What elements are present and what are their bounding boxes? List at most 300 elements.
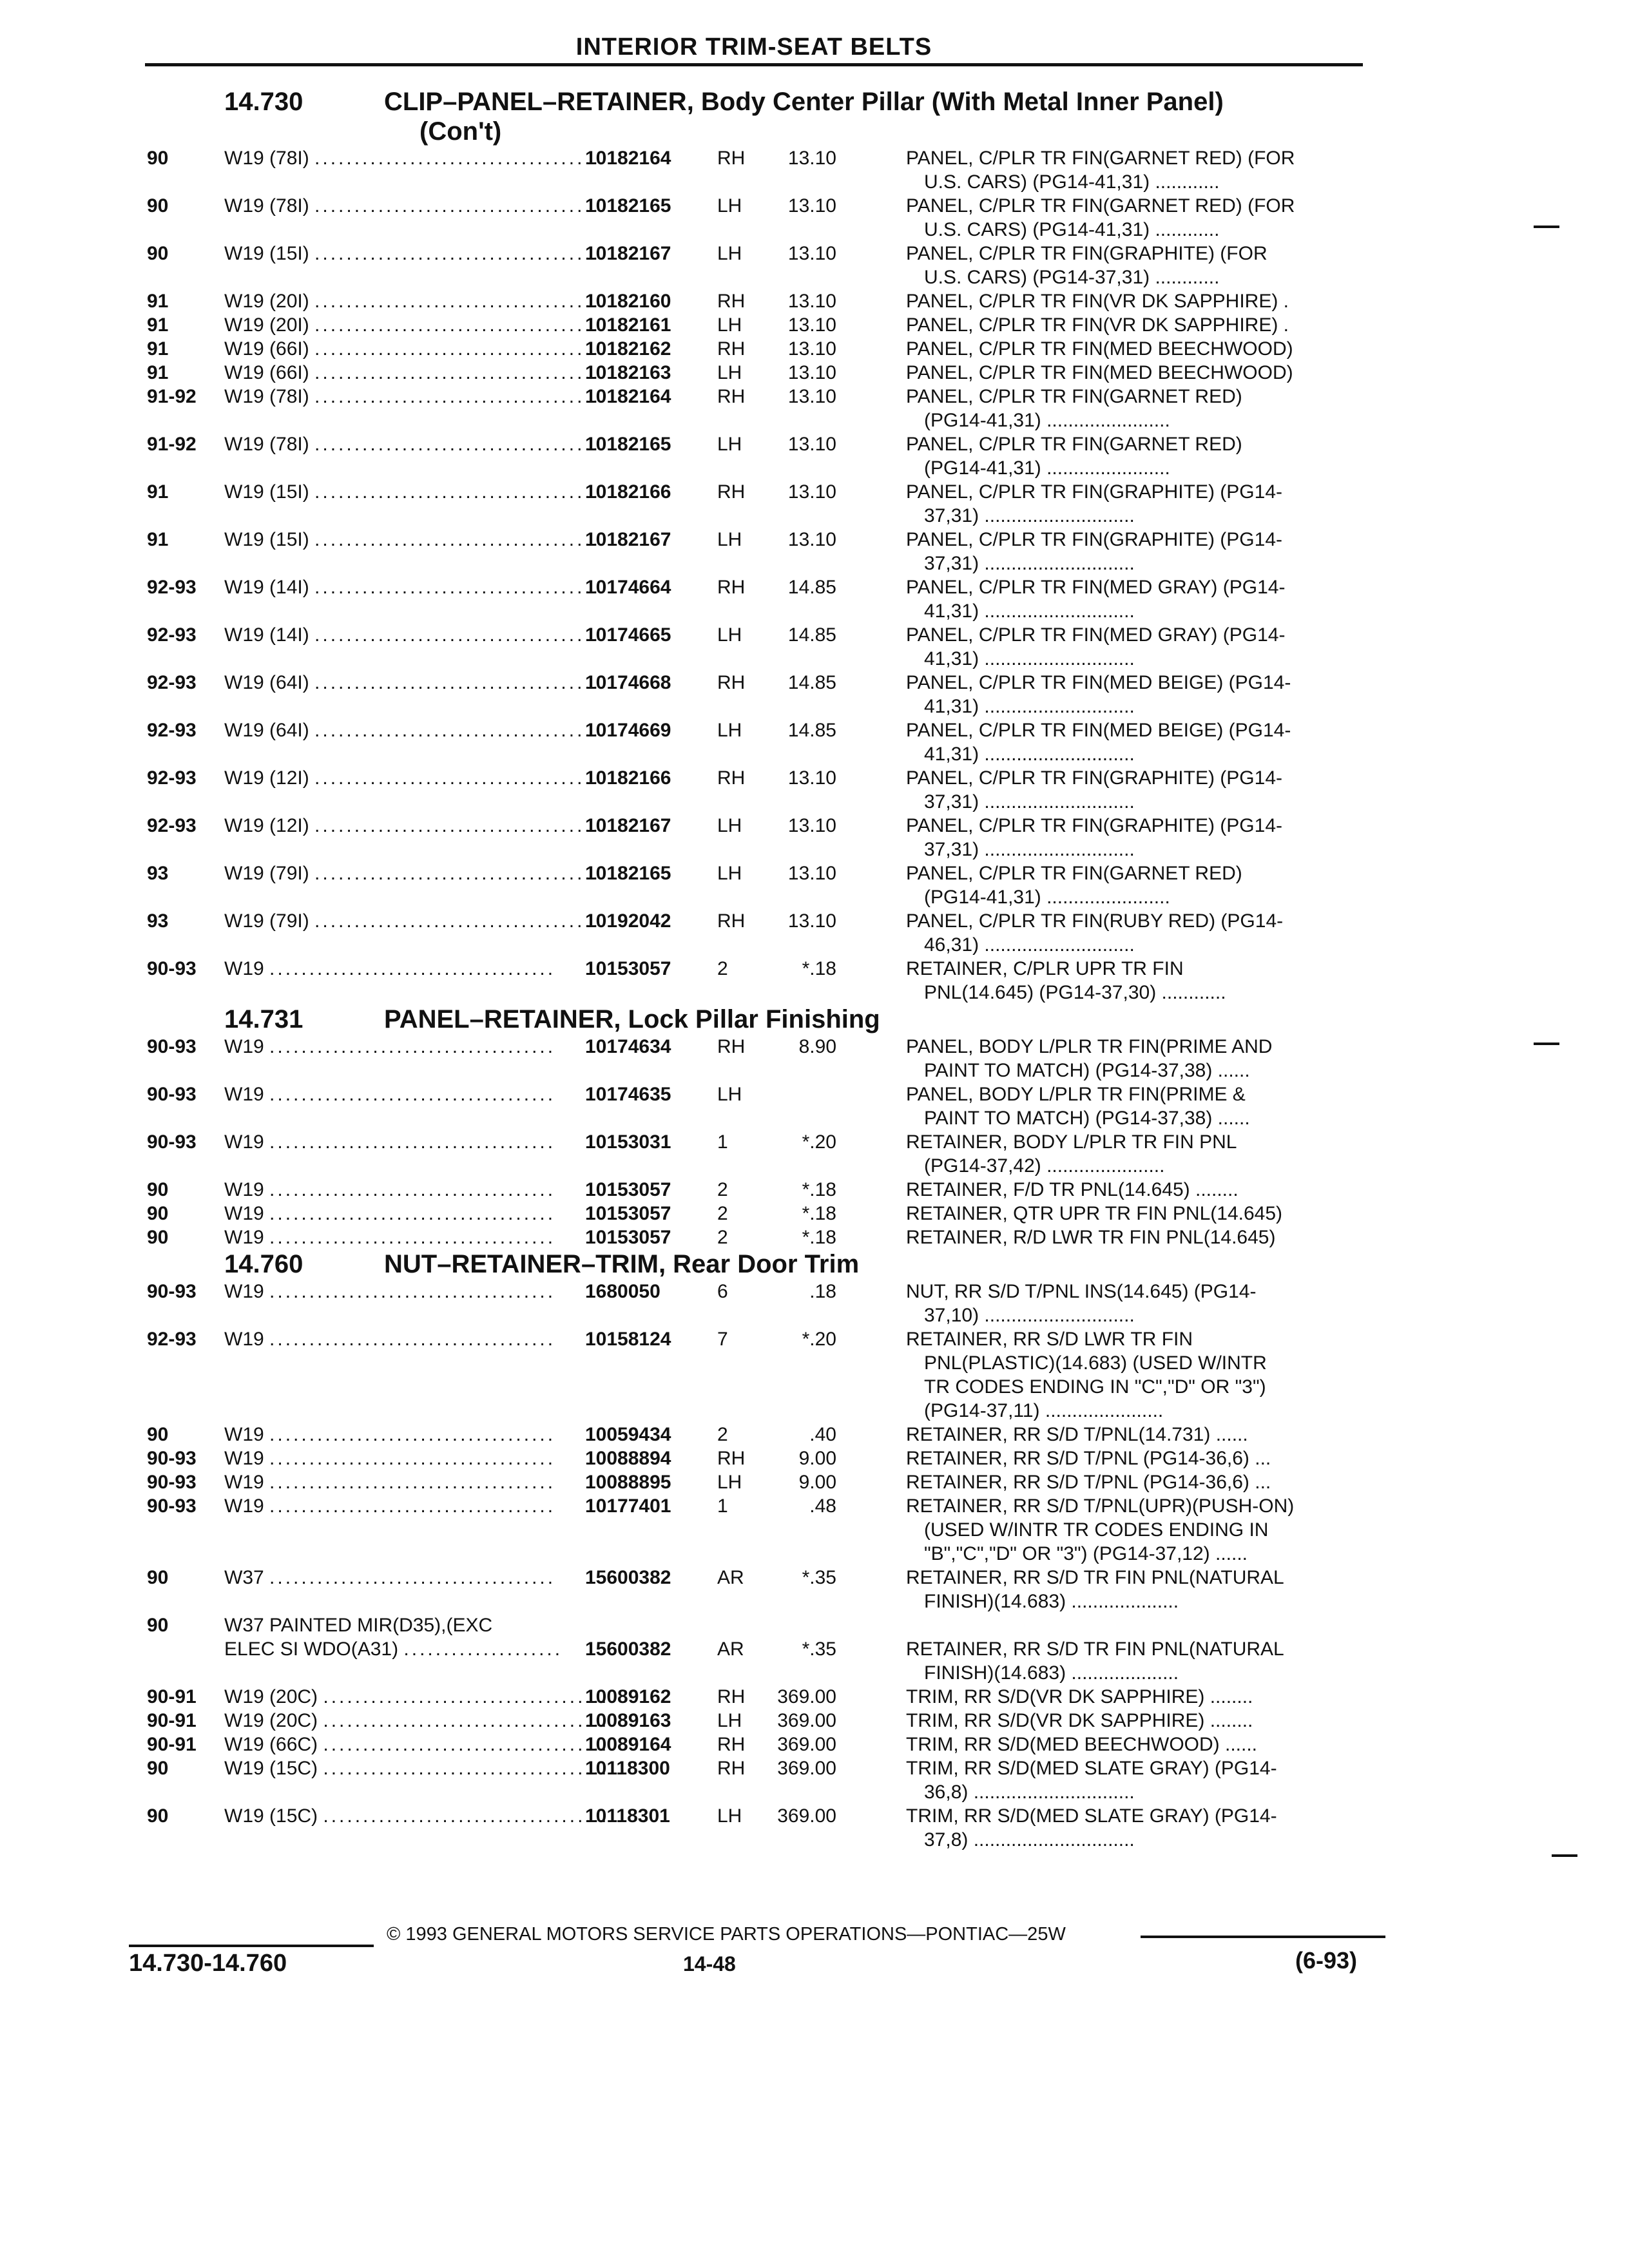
part-number: 10177401 — [585, 1495, 671, 1517]
part-number: 10182165 — [585, 434, 671, 455]
leader-dots: .................................... — [314, 815, 601, 836]
part-description — [906, 1685, 1370, 1709]
list-price: 14.85 — [787, 720, 836, 741]
description-line: 41,31) ............................ — [924, 696, 1135, 717]
leader-dots: .................................... — [314, 243, 601, 264]
list-price: .48 — [809, 1495, 836, 1517]
list-price: *.20 — [802, 1131, 836, 1153]
quantity: RH — [717, 291, 746, 312]
part-description — [906, 861, 1370, 909]
list-price: 13.10 — [787, 195, 836, 216]
model-year: 92-93 — [147, 577, 197, 598]
description-line: 36,8) .............................. — [924, 1782, 1135, 1803]
part-number: 10182162 — [585, 338, 671, 360]
description-line: 41,31) ............................ — [924, 648, 1135, 669]
model-code: W19 .................................... — [224, 1472, 556, 1493]
model-code: W19 (78I) .................................... — [224, 386, 601, 407]
model-year: 92-93 — [147, 720, 197, 741]
part-number: 1680050 — [585, 1281, 660, 1302]
list-price: 14.85 — [787, 577, 836, 598]
model-code: W19 .................................... — [224, 1448, 556, 1469]
quantity: LH — [717, 434, 742, 455]
part-description — [906, 623, 1370, 671]
model-code: W19 .................................... — [224, 1131, 556, 1153]
quantity: LH — [717, 1805, 742, 1827]
part-row — [147, 361, 1374, 385]
description-line: PANEL, C/PLR TR FIN(MED GRAY) (PG14- — [906, 624, 1286, 646]
model-code: W19 (20I) .................................... — [224, 314, 601, 336]
part-number: 10153031 — [585, 1131, 671, 1153]
model-year: 90 — [147, 1758, 169, 1779]
part-number: 15600382 — [585, 1639, 671, 1660]
description-line: PANEL, C/PLR TR FIN(GRAPHITE) (PG14- — [906, 529, 1282, 550]
part-description — [906, 385, 1370, 432]
leader-dots: .................................... — [314, 624, 601, 646]
description-line: PANEL, BODY L/PLR TR FIN(PRIME AND — [906, 1036, 1273, 1057]
description-line: FINISH)(14.683) .................... — [924, 1662, 1179, 1684]
quantity: 2 — [717, 1179, 728, 1200]
part-number: 10153057 — [585, 958, 671, 979]
part-row — [147, 1566, 1374, 1613]
quantity: RH — [717, 672, 746, 693]
description-line: 37,8) .............................. — [924, 1829, 1135, 1850]
list-price: 14.85 — [787, 672, 836, 693]
description-line: PANEL, C/PLR TR FIN(GARNET RED) — [906, 434, 1242, 455]
margin-mark — [1534, 1043, 1559, 1045]
part-description — [906, 718, 1370, 766]
leader-dots: .................................... — [269, 1567, 556, 1588]
model-code: W19 (64I) .................................... — [224, 720, 601, 741]
part-row — [147, 1685, 1374, 1709]
description-line: PNL(14.645) (PG14-37,30) ............ — [924, 982, 1226, 1003]
model-code: W19 (15I) .................................... — [224, 481, 601, 503]
description-line: PANEL, C/PLR TR FIN(VR DK SAPPHIRE) . — [906, 291, 1289, 312]
part-row — [147, 1709, 1374, 1733]
description-line: 41,31) ............................ — [924, 601, 1135, 622]
part-description — [906, 146, 1370, 194]
part-description — [906, 766, 1370, 814]
leader-dots: .................................... — [314, 863, 601, 884]
page-header: INTERIOR TRIM-SEAT BELTS — [145, 32, 1363, 66]
model-code: W19 (20C) .................................... — [224, 1686, 610, 1707]
part-number: 10182165 — [585, 863, 671, 884]
part-row — [147, 671, 1374, 718]
part-number: 15600382 — [585, 1567, 671, 1588]
part-description — [906, 1613, 1370, 1685]
quantity: LH — [717, 195, 742, 216]
part-description — [906, 1327, 1370, 1423]
model-year: 90-91 — [147, 1686, 197, 1707]
model-code: W19 (15I) .................................... — [224, 529, 601, 550]
description-line: PANEL, C/PLR TR FIN(GRAPHITE) (PG14- — [906, 815, 1282, 836]
description-line: PANEL, C/PLR TR FIN(GARNET RED) (FOR — [906, 148, 1295, 169]
description-line: (PG14-41,31) ....................... — [924, 410, 1170, 431]
description-line: 37,31) ............................ — [924, 791, 1135, 812]
part-description — [906, 1446, 1370, 1470]
description-line: PANEL, C/PLR TR FIN(VR DK SAPPHIRE) . — [906, 314, 1289, 336]
description-line: PNL(PLASTIC)(14.683) (USED W/INTR — [924, 1352, 1267, 1374]
quantity: 2 — [717, 1227, 728, 1248]
list-price: 9.00 — [798, 1448, 836, 1469]
section-title: PANEL–RETAINER, Lock Pillar Finishing — [384, 1005, 880, 1033]
section-number: 14.731 — [224, 1005, 304, 1033]
part-description — [906, 814, 1370, 861]
description-line: TRIM, RR S/D(MED SLATE GRAY) (PG14- — [906, 1805, 1277, 1827]
description-line: PANEL, C/PLR TR FIN(MED BEIGE) (PG14- — [906, 672, 1291, 693]
description-line: RETAINER, BODY L/PLR TR FIN PNL — [906, 1131, 1237, 1153]
leader-dots: .................... — [403, 1639, 563, 1660]
part-row — [147, 957, 1374, 1004]
quantity: RH — [717, 148, 746, 169]
list-price: 13.10 — [787, 148, 836, 169]
description-line: (PG14-41,31) ....................... — [924, 457, 1170, 479]
part-number: 10174665 — [585, 624, 671, 646]
part-description — [906, 1225, 1370, 1249]
part-description — [906, 1756, 1370, 1804]
description-line: RETAINER, RR S/D TR FIN PNL(NATURAL — [906, 1639, 1284, 1660]
description-line: U.S. CARS) (PG14-41,31) ............ — [924, 219, 1220, 240]
quantity: RH — [717, 1448, 746, 1469]
section-heading — [147, 1004, 1374, 1035]
description-line: TRIM, RR S/D(MED SLATE GRAY) (PG14- — [906, 1758, 1277, 1779]
leader-dots: .................................... — [269, 1203, 556, 1224]
part-number: 10174668 — [585, 672, 671, 693]
part-row — [147, 766, 1374, 814]
part-description — [906, 1178, 1370, 1202]
quantity: RH — [717, 481, 746, 503]
quantity: AR — [717, 1567, 744, 1588]
model-code: W19 (15C) .................................... — [224, 1805, 610, 1827]
model-code: W19 (79I) .................................... — [224, 910, 601, 932]
quantity: LH — [717, 863, 742, 884]
part-row — [147, 1225, 1374, 1249]
list-price: 13.10 — [787, 314, 836, 336]
list-price: *.18 — [802, 1203, 836, 1224]
leader-dots: .................................... — [314, 195, 601, 216]
model-year: 90 — [147, 148, 169, 169]
list-price: 13.10 — [787, 386, 836, 407]
description-line: RETAINER, RR S/D LWR TR FIN — [906, 1329, 1193, 1350]
part-row — [147, 1423, 1374, 1446]
model-year: 90 — [147, 1615, 169, 1636]
part-description — [906, 361, 1370, 385]
description-line: RETAINER, QTR UPR TR FIN PNL(14.645) — [906, 1203, 1283, 1224]
quantity: LH — [717, 1084, 742, 1105]
model-year: 91 — [147, 362, 169, 383]
description-line: 37,31) ............................ — [924, 839, 1135, 860]
part-description — [906, 909, 1370, 957]
model-code: W19 (78I) .................................... — [224, 148, 601, 169]
model-year: 90 — [147, 1227, 169, 1248]
description-line: TRIM, RR S/D(VR DK SAPPHIRE) ........ — [906, 1686, 1253, 1707]
part-number: 10174635 — [585, 1084, 671, 1105]
leader-dots: .................................... — [269, 1448, 556, 1469]
leader-dots: .................................... — [314, 577, 601, 598]
description-line: 37,10) ............................ — [924, 1305, 1135, 1326]
part-number: 10182163 — [585, 362, 671, 383]
section-number: 14.760 — [224, 1250, 304, 1278]
section-title: CLIP–PANEL–RETAINER, Body Center Pillar (With Metal Inner Panel) (Con't) — [384, 88, 1224, 146]
part-row — [147, 1327, 1374, 1423]
model-code: W19 .................................... — [224, 1281, 556, 1302]
model-code: W19 (20C) .................................... — [224, 1710, 610, 1731]
model-code: W19 (12I) .................................... — [224, 815, 601, 836]
model-code: W19 .................................... — [224, 1227, 556, 1248]
list-price: .40 — [809, 1424, 836, 1445]
part-row — [147, 385, 1374, 432]
model-code: W19 (15I) .................................... — [224, 243, 601, 264]
description-line: RETAINER, F/D TR PNL(14.645) ........ — [906, 1179, 1239, 1200]
model-code: W19 (15C) .................................... — [224, 1758, 610, 1779]
quantity: RH — [717, 767, 746, 789]
list-price: 369.00 — [777, 1758, 836, 1779]
leader-dots: .................................... — [323, 1805, 610, 1827]
model-year: 91 — [147, 314, 169, 336]
description-line: PANEL, C/PLR TR FIN(MED BEIGE) (PG14- — [906, 720, 1291, 741]
quantity: RH — [717, 1758, 746, 1779]
description-line: RETAINER, RR S/D T/PNL (PG14-36,6) ... — [906, 1448, 1271, 1469]
part-number: 10182161 — [585, 314, 671, 336]
list-price: 13.10 — [787, 529, 836, 550]
list-price: 13.10 — [787, 434, 836, 455]
leader-dots: .................................... — [269, 1424, 556, 1445]
part-row — [147, 1733, 1374, 1756]
leader-dots: .................................... — [269, 1329, 556, 1350]
list-price: 13.10 — [787, 243, 836, 264]
model-code-line2: ELEC SI WDO(A31) .................... — [224, 1639, 563, 1660]
list-price: *.20 — [802, 1329, 836, 1350]
part-number: 10088895 — [585, 1472, 671, 1493]
model-code: W19 (14I) .................................... — [224, 577, 601, 598]
description-line: PAINT TO MATCH) (PG14-37,38) ...... — [924, 1060, 1250, 1081]
part-description — [906, 1423, 1370, 1446]
list-price: 13.10 — [787, 338, 836, 360]
model-year: 90-91 — [147, 1734, 197, 1755]
part-row — [147, 337, 1374, 361]
model-year: 90-93 — [147, 1472, 197, 1493]
description-line: RETAINER, C/PLR UPR TR FIN — [906, 958, 1184, 979]
quantity: 7 — [717, 1329, 728, 1350]
leader-dots: .................................... — [314, 481, 601, 503]
part-row — [147, 242, 1374, 289]
model-year: 90 — [147, 1567, 169, 1588]
description-line: TR CODES ENDING IN "C","D" OR "3") — [924, 1376, 1266, 1398]
model-year: 92-93 — [147, 1329, 197, 1350]
part-row — [147, 1494, 1374, 1566]
part-number: 10059434 — [585, 1424, 671, 1445]
description-line: U.S. CARS) (PG14-37,31) ............ — [924, 267, 1220, 288]
model-year: 90-93 — [147, 1131, 197, 1153]
description-line: PANEL, C/PLR TR FIN(GARNET RED) (FOR — [906, 195, 1295, 216]
part-row — [147, 528, 1374, 575]
quantity: 2 — [717, 1203, 728, 1224]
description-line: 37,31) ............................ — [924, 553, 1135, 574]
quantity: LH — [717, 815, 742, 836]
part-description — [906, 1733, 1370, 1756]
description-line: RETAINER, RR S/D T/PNL (PG14-36,6) ... — [906, 1472, 1271, 1493]
part-row — [147, 861, 1374, 909]
model-code: W19 (64I) .................................... — [224, 672, 601, 693]
part-description — [906, 1035, 1370, 1082]
description-line: PANEL, BODY L/PLR TR FIN(PRIME & — [906, 1084, 1246, 1105]
part-description — [906, 575, 1370, 623]
list-price: 13.10 — [787, 910, 836, 932]
model-year: 91-92 — [147, 434, 197, 455]
part-row — [147, 1446, 1374, 1470]
leader-dots: .................................... — [269, 1227, 556, 1248]
part-description — [906, 337, 1370, 361]
description-line: (PG14-37,42) ...................... — [924, 1155, 1165, 1177]
leader-dots: .................................... — [314, 386, 601, 407]
part-row — [147, 194, 1374, 242]
part-number: 10182167 — [585, 529, 671, 550]
part-description — [906, 1470, 1370, 1494]
part-row — [147, 814, 1374, 861]
part-row — [147, 146, 1374, 194]
part-number: 10088894 — [585, 1448, 671, 1469]
leader-dots: .................................... — [323, 1710, 610, 1731]
quantity: RH — [717, 577, 746, 598]
part-row — [147, 1613, 1374, 1685]
quantity: LH — [717, 720, 742, 741]
list-price: 9.00 — [798, 1472, 836, 1493]
section-subtitle: (Con't) — [419, 117, 502, 146]
leader-dots: .................................... — [314, 434, 601, 455]
model-code: W19 (79I) .................................... — [224, 863, 601, 884]
description-line: U.S. CARS) (PG14-41,31) ............ — [924, 171, 1220, 193]
leader-dots: .................................... — [269, 1281, 556, 1302]
footer-date: (6-93) — [1295, 1947, 1358, 1974]
description-line: FINISH)(14.683) .................... — [924, 1591, 1179, 1612]
model-year: 91 — [147, 481, 169, 503]
model-year: 91 — [147, 529, 169, 550]
quantity: RH — [717, 910, 746, 932]
model-year: 90-93 — [147, 958, 197, 979]
part-description — [906, 1566, 1370, 1613]
description-line: PANEL, C/PLR TR FIN(GARNET RED) — [906, 386, 1242, 407]
part-number: 10182167 — [585, 243, 671, 264]
model-code: W19 .................................... — [224, 1179, 556, 1200]
model-year: 90-93 — [147, 1448, 197, 1469]
quantity: RH — [717, 1686, 746, 1707]
description-line: 41,31) ............................ — [924, 744, 1135, 765]
quantity: LH — [717, 624, 742, 646]
description-line: PANEL, C/PLR TR FIN(MED BEECHWOOD) — [906, 362, 1293, 383]
model-year: 92-93 — [147, 815, 197, 836]
description-line: PANEL, C/PLR TR FIN(RUBY RED) (PG14- — [906, 910, 1284, 932]
leader-dots: .................................... — [323, 1686, 610, 1707]
part-description — [906, 242, 1370, 289]
model-year: 90 — [147, 1203, 169, 1224]
part-description — [906, 1082, 1370, 1130]
part-row — [147, 480, 1374, 528]
part-number: 10158124 — [585, 1329, 671, 1350]
leader-dots: .................................... — [314, 910, 601, 932]
list-price: 13.10 — [787, 863, 836, 884]
part-row — [147, 1202, 1374, 1225]
description-line: PANEL, C/PLR TR FIN(GARNET RED) — [906, 863, 1242, 884]
part-description — [906, 1804, 1370, 1852]
part-description — [906, 313, 1370, 337]
part-row — [147, 1130, 1374, 1178]
part-description — [906, 1494, 1370, 1566]
leader-dots: .................................... — [269, 1495, 556, 1517]
list-price: *.18 — [802, 1179, 836, 1200]
model-year: 93 — [147, 863, 169, 884]
part-number: 10153057 — [585, 1227, 671, 1248]
list-price: *.18 — [802, 958, 836, 979]
leader-dots: .................................... — [269, 958, 556, 979]
footer-rule-right — [1141, 1936, 1385, 1938]
part-row — [147, 1804, 1374, 1852]
part-description — [906, 1280, 1370, 1327]
description-line: RETAINER, R/D LWR TR FIN PNL(14.645) — [906, 1227, 1276, 1248]
list-price: 369.00 — [777, 1686, 836, 1707]
part-description — [906, 1709, 1370, 1733]
leader-dots: .................................... — [269, 1036, 556, 1057]
leader-dots: .................................... — [314, 529, 601, 550]
model-code: W37 .................................... — [224, 1567, 556, 1588]
part-row — [147, 1756, 1374, 1804]
part-number: 10118300 — [585, 1758, 670, 1779]
part-description — [906, 480, 1370, 528]
model-code: W19 (20I) .................................... — [224, 291, 601, 312]
model-code: W19 .................................... — [224, 1495, 556, 1517]
quantity: LH — [717, 1472, 742, 1493]
leader-dots: .................................... — [323, 1734, 610, 1755]
section-title: NUT–RETAINER–TRIM, Rear Door Trim — [384, 1250, 860, 1278]
description-line: (PG14-41,31) ....................... — [924, 887, 1170, 908]
part-number: 10089164 — [585, 1734, 671, 1755]
leader-dots: .................................... — [269, 1131, 556, 1153]
model-code: W19 .................................... — [224, 958, 556, 979]
quantity: LH — [717, 362, 742, 383]
part-description — [906, 957, 1370, 1004]
quantity: LH — [717, 1710, 742, 1731]
part-number: 10182164 — [585, 386, 671, 407]
quantity: AR — [717, 1639, 744, 1660]
model-year: 90 — [147, 1805, 169, 1827]
model-year: 90 — [147, 195, 169, 216]
footer-section-range: 14.730-14.760 — [129, 1945, 374, 1977]
model-code: W19 (66I) .................................... — [224, 338, 601, 360]
description-line: RETAINER, RR S/D TR FIN PNL(NATURAL — [906, 1567, 1284, 1588]
leader-dots: .................................... — [323, 1758, 610, 1779]
model-year: 90-91 — [147, 1710, 197, 1731]
description-line: TRIM, RR S/D(VR DK SAPPHIRE) ........ — [906, 1710, 1253, 1731]
part-number: 10182166 — [585, 481, 671, 503]
parts-catalog-body — [147, 87, 1374, 1852]
leader-dots: .................................... — [269, 1472, 556, 1493]
model-year: 90 — [147, 243, 169, 264]
part-number: 10182160 — [585, 291, 671, 312]
part-row — [147, 1035, 1374, 1082]
leader-dots: .................................... — [314, 338, 601, 360]
model-code: W19 (66C) .................................... — [224, 1734, 610, 1755]
part-row — [147, 1470, 1374, 1494]
part-row — [147, 432, 1374, 480]
part-number: 10182166 — [585, 767, 671, 789]
quantity: 1 — [717, 1495, 728, 1517]
description-line: PANEL, C/PLR TR FIN(GRAPHITE) (FOR — [906, 243, 1268, 264]
margin-mark — [1552, 1854, 1577, 1857]
margin-mark — [1534, 226, 1559, 228]
leader-dots: .................................... — [314, 362, 601, 383]
model-code: W19 (78I) .................................... — [224, 434, 601, 455]
quantity: RH — [717, 1036, 746, 1057]
section-heading — [147, 87, 1374, 146]
quantity: RH — [717, 1734, 746, 1755]
